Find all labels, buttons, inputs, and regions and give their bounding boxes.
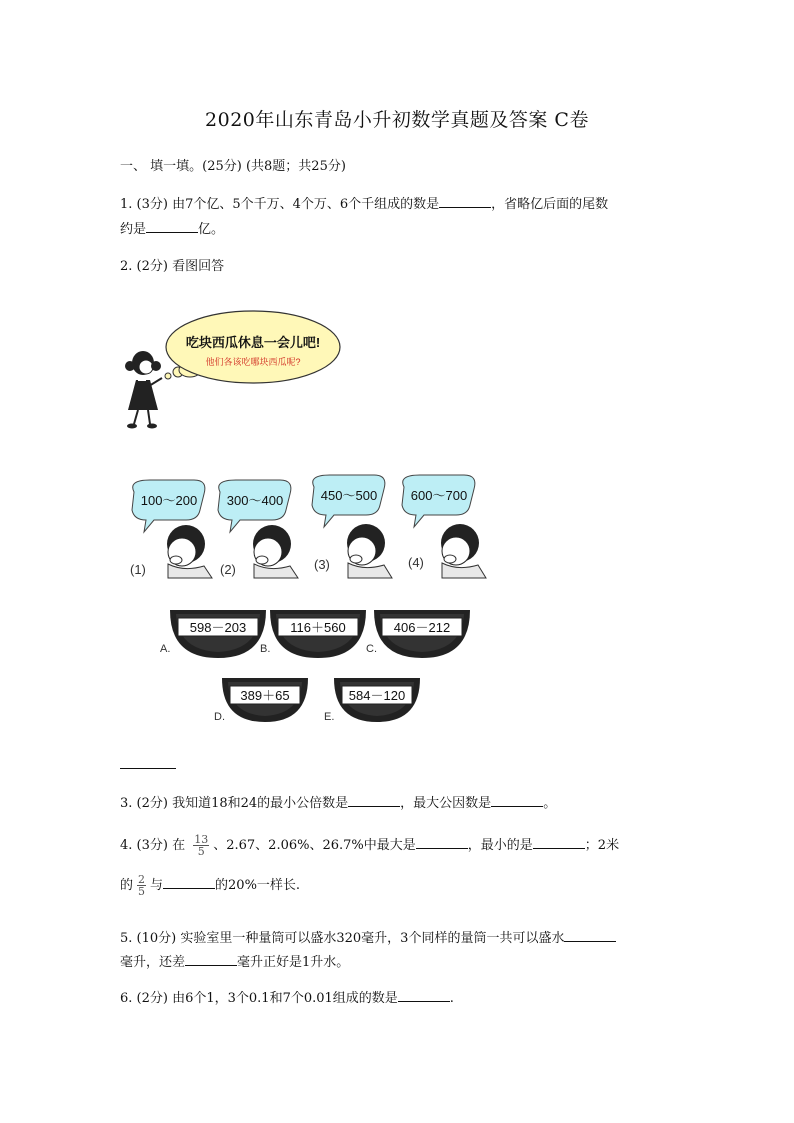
question-1-line-2 bbox=[120, 218, 224, 237]
page-title: 2020年山东青岛小升初数学真题及答案 C卷 bbox=[205, 109, 589, 131]
question-4-text-f: 与 bbox=[150, 878, 164, 893]
melon-letter-a: A. bbox=[160, 643, 171, 655]
answer-blank[interactable] bbox=[146, 220, 198, 233]
watermelon-a bbox=[170, 610, 266, 658]
melon-letter-c: C. bbox=[366, 643, 377, 655]
question-5-text-b: 毫升，还差 bbox=[120, 955, 186, 970]
question-5-text-c: 毫升正好是1升水。 bbox=[237, 955, 350, 970]
melon-letter-b: B. bbox=[260, 643, 271, 655]
bubble-main-text: 吃块西瓜休息一会儿吧! bbox=[185, 335, 321, 350]
question-1-text-a: 1. (3分) 由7个亿、5个千万、4个万、6个千组成的数是 bbox=[120, 197, 440, 212]
question-5-line-1 bbox=[120, 927, 616, 946]
question-1-text-b: ，省略亿后面的尾数 bbox=[491, 197, 609, 212]
question-2-answer-blank[interactable] bbox=[120, 768, 176, 769]
question-4-text-a: 4. (3分) 在 bbox=[120, 838, 186, 853]
kid-label-1: (1) bbox=[130, 562, 146, 577]
question-4-text-g: 的20%一样长. bbox=[215, 878, 301, 893]
kid-3 bbox=[312, 475, 392, 578]
question-5-text-a: 5. (10分) 实验室里一种量筒可以盛水320毫升，3个同样的量筒一共可以盛水 bbox=[120, 931, 565, 946]
kid-4 bbox=[402, 475, 486, 578]
question-6-text-b: . bbox=[449, 991, 454, 1006]
range-label-1: 100～200 bbox=[140, 493, 198, 508]
answer-blank[interactable] bbox=[163, 876, 215, 889]
question-1-line-1 bbox=[120, 193, 608, 212]
kid-label-2: (2) bbox=[220, 562, 236, 577]
answer-blank[interactable] bbox=[564, 929, 616, 942]
question-5-line-2 bbox=[120, 951, 349, 970]
question-3-text-b: ，最大公因数是 bbox=[400, 796, 492, 811]
melon-expr-d: 389＋65 bbox=[240, 688, 290, 703]
range-label-2: 300～400 bbox=[226, 493, 284, 508]
question-3-text-a: 3. (2分) 我知道18和24的最小公倍数是 bbox=[120, 796, 349, 811]
kid-label-3: (3) bbox=[314, 557, 330, 572]
question-6-line bbox=[120, 987, 454, 1006]
kid-label-4: (4) bbox=[408, 555, 424, 570]
question-1-text-d: 亿。 bbox=[198, 222, 225, 237]
answer-blank[interactable] bbox=[416, 836, 468, 849]
question-4-line-2 bbox=[120, 874, 300, 897]
question-2-figure bbox=[0, 300, 794, 760]
range-label-4: 600～700 bbox=[410, 488, 468, 503]
thought-bubble bbox=[165, 311, 340, 383]
watermelon-e bbox=[334, 678, 420, 722]
melon-expr-e: 584－120 bbox=[348, 688, 406, 703]
melon-letter-d: D. bbox=[214, 711, 225, 723]
fraction-2-5: $\frac{2}{5}$ bbox=[138, 873, 146, 898]
bubble-sub-text: 他们各该吃哪块西瓜呢? bbox=[205, 357, 301, 367]
melon-expr-a: 598－203 bbox=[189, 620, 247, 635]
answer-blank[interactable] bbox=[439, 195, 491, 208]
watermelon-d bbox=[222, 678, 308, 722]
question-4-text-c: ，最小的是 bbox=[467, 838, 533, 853]
melon-letter-e: E. bbox=[324, 711, 335, 723]
kid-1 bbox=[130, 480, 212, 578]
question-6-text-a: 6. (2分) 由6个1，3个0.1和7个0.01组成的数是 bbox=[120, 991, 398, 1006]
question-4-text-d: ；2米 bbox=[584, 838, 620, 853]
girl-illustration bbox=[125, 351, 162, 429]
answer-blank[interactable] bbox=[533, 836, 585, 849]
question-4-line-1 bbox=[120, 834, 619, 857]
kid-2 bbox=[218, 480, 298, 578]
question-4-text-b: 、2.67、2.06%、26.7%中最大是 bbox=[213, 838, 416, 853]
range-label-3: 450～500 bbox=[320, 488, 378, 503]
question-1-text-c: 约是 bbox=[120, 222, 147, 237]
watermelon-b bbox=[270, 610, 366, 658]
question-3-text-c: 。 bbox=[543, 796, 557, 811]
question-3-line bbox=[120, 792, 556, 811]
question-2-text: 2. (2分) 看图回答 bbox=[120, 259, 225, 274]
melon-expr-b: 116＋560 bbox=[290, 620, 346, 635]
watermelon-c bbox=[374, 610, 470, 658]
question-4-text-e: 的 bbox=[120, 878, 134, 893]
answer-blank[interactable] bbox=[348, 794, 400, 807]
melon-expr-c: 406－212 bbox=[393, 620, 451, 635]
answer-blank[interactable] bbox=[185, 953, 237, 966]
answer-blank[interactable] bbox=[398, 989, 450, 1002]
answer-blank[interactable] bbox=[491, 794, 543, 807]
section-heading: 一、 填一填。(25分) (共8题；共25分) bbox=[120, 159, 346, 174]
fraction-13-5: $\frac{13}{5}$ bbox=[194, 833, 209, 858]
